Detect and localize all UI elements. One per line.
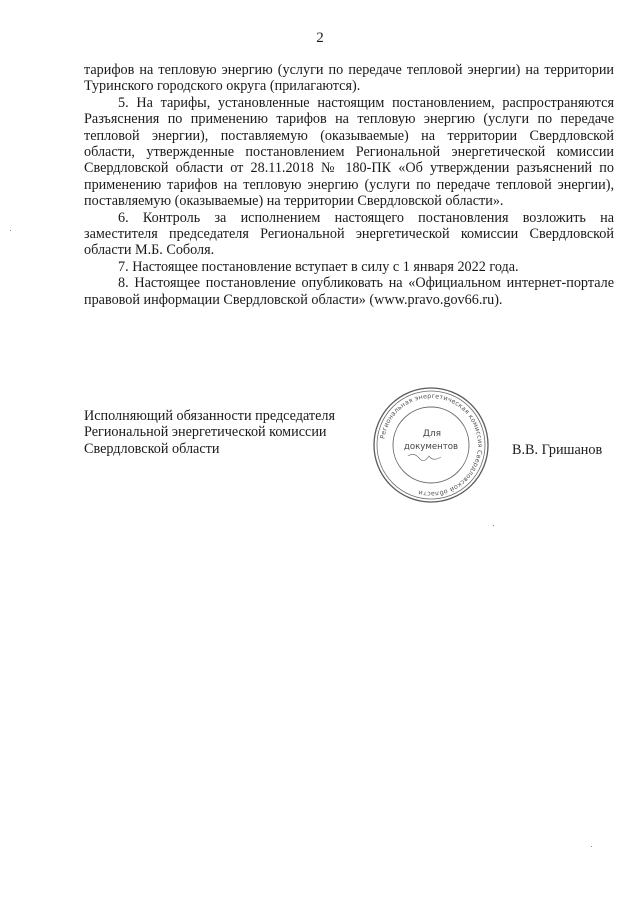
scan-speck (493, 525, 494, 526)
paragraph-item-7: 7. Настоящее постановление вступает в силу с 1 января 2022 года. (118, 258, 519, 275)
scan-speck (10, 230, 11, 231)
seal-center-line-2: документов (403, 442, 459, 452)
paragraph-item-6: 6. Контроль за исполнением настоящего постановления возложить на заместителя председателя Региональной энергетической комиссии Свердловской области М.Б. Соболя. (84, 209, 614, 259)
paragraph-item-5: 5. На тарифы, установленные настоящим постановлением, распространяются Разъяснения по применению тарифов на тепловую энергию (услуги по передаче тепловой энергии), поставляемую (оказываемые) на территории Свердловской области, утвержденные постановлением Региональной энергетической комиссии Свердловской области от 28.11.2018 № 180-ПК «Об утверждении разъяснений по применению тарифов на тепловую энергию (услуги по передаче тепловой энергии), поставляемую (оказываемые) на территории Свердловской области». (84, 94, 614, 210)
signer-position-line: Свердловской области (84, 440, 220, 457)
signature-block (84, 408, 335, 457)
official-seal (372, 386, 490, 504)
paragraph-item-8: 8. Настоящее постановление опубликовать на «Официальном интернет-портале правовой информации Свердловской области» (www.pravo.gov66.ru). (84, 275, 614, 308)
signer-position-line: Исполняющий обязанности председателя (84, 408, 335, 424)
document-body (84, 62, 614, 308)
seal-ring-text: Региональная энергетическая комиссия Свердловской области (378, 391, 485, 499)
signer-position-line: Региональной энергетической комиссии (84, 424, 327, 441)
seal-ink-mark (408, 454, 441, 460)
seal-center-line-1: Для (422, 429, 442, 439)
signer-name: В.В. Гришанов (512, 442, 603, 458)
scan-speck (591, 846, 592, 847)
page-number: 2 (316, 30, 324, 46)
paragraph-continuation: тарифов на тепловую энергию (услуги по передаче тепловой энергии) на территории Туринского городского округа (прилагаются). (84, 62, 614, 95)
